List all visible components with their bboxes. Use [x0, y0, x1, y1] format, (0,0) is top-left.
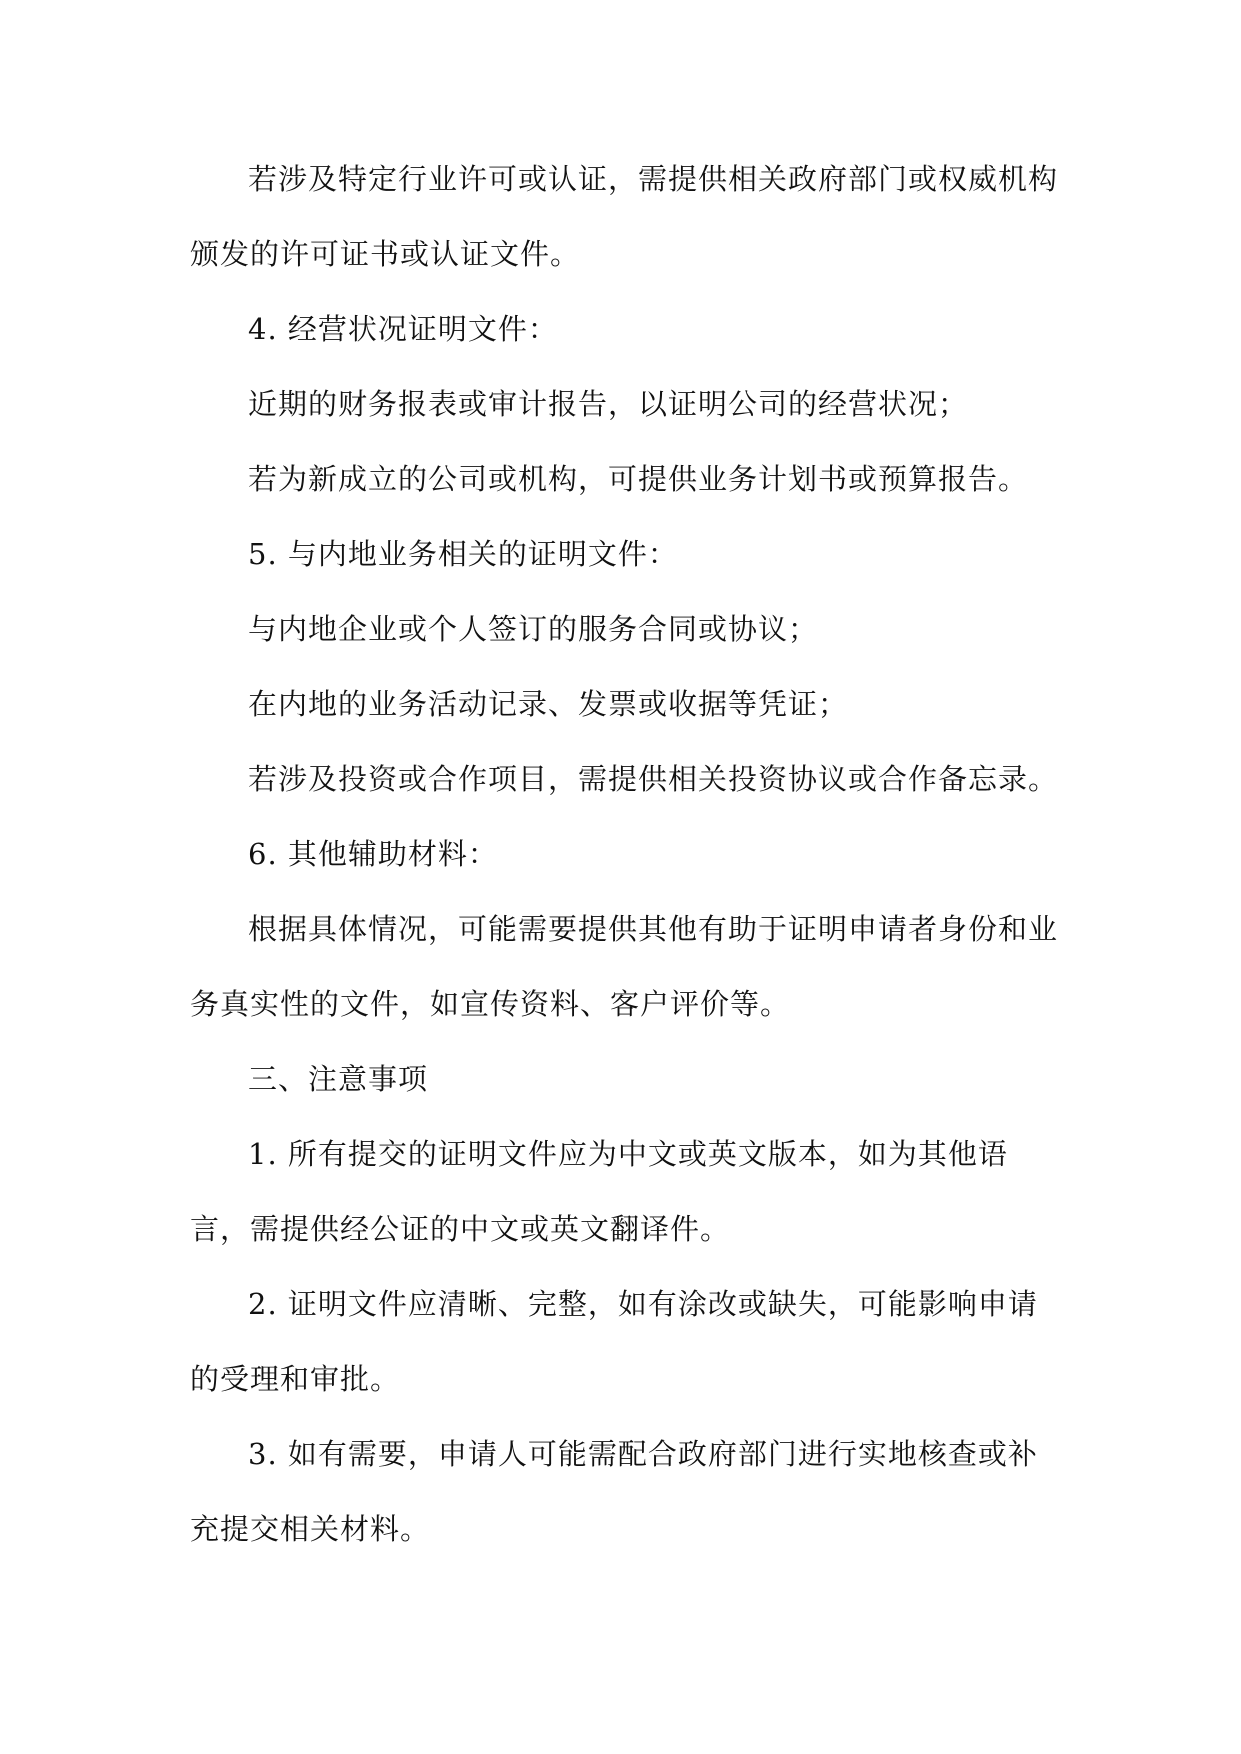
heading-item-5: 5. 与内地业务相关的证明文件： [248, 537, 678, 571]
paragraph-license-certification: 若涉及特定行业许可或认证，需提供相关政府部门或权威机构颁发的许可证书或认证文件。 [190, 162, 1059, 271]
paragraph-other-materials: 根据具体情况，可能需要提供其他有助于证明申请者身份和业务真实性的文件，如宣传资料、客户评价等。 [190, 912, 1059, 1021]
note-item-3: 3. 如有需要，申请人可能需配合政府部门进行实地核查或补充提交相关材料。 [190, 1437, 1038, 1546]
paragraph-new-company: 若为新成立的公司或机构，可提供业务计划书或预算报告。 [248, 462, 1029, 496]
paragraph-business-records: 在内地的业务活动记录、发票或收据等凭证； [248, 687, 849, 721]
paragraph-financial-reports: 近期的财务报表或审计报告，以证明公司的经营状况； [248, 387, 969, 421]
section-heading-notes: 三、注意事项 [248, 1062, 429, 1096]
paragraph-service-contracts: 与内地企业或个人签订的服务合同或协议； [248, 612, 819, 646]
heading-item-6: 6. 其他辅助材料： [248, 837, 498, 871]
note-item-2: 2. 证明文件应清晰、完整，如有涂改或缺失，可能影响申请的受理和审批。 [190, 1287, 1038, 1396]
document-body [190, 142, 1060, 1567]
heading-item-4: 4. 经营状况证明文件： [248, 312, 558, 346]
paragraph-investment-projects: 若涉及投资或合作项目，需提供相关投资协议或合作备忘录。 [248, 762, 1059, 796]
note-item-1: 1. 所有提交的证明文件应为中文或英文版本，如为其他语言，需提供经公证的中文或英文翻译件。 [190, 1137, 1008, 1246]
